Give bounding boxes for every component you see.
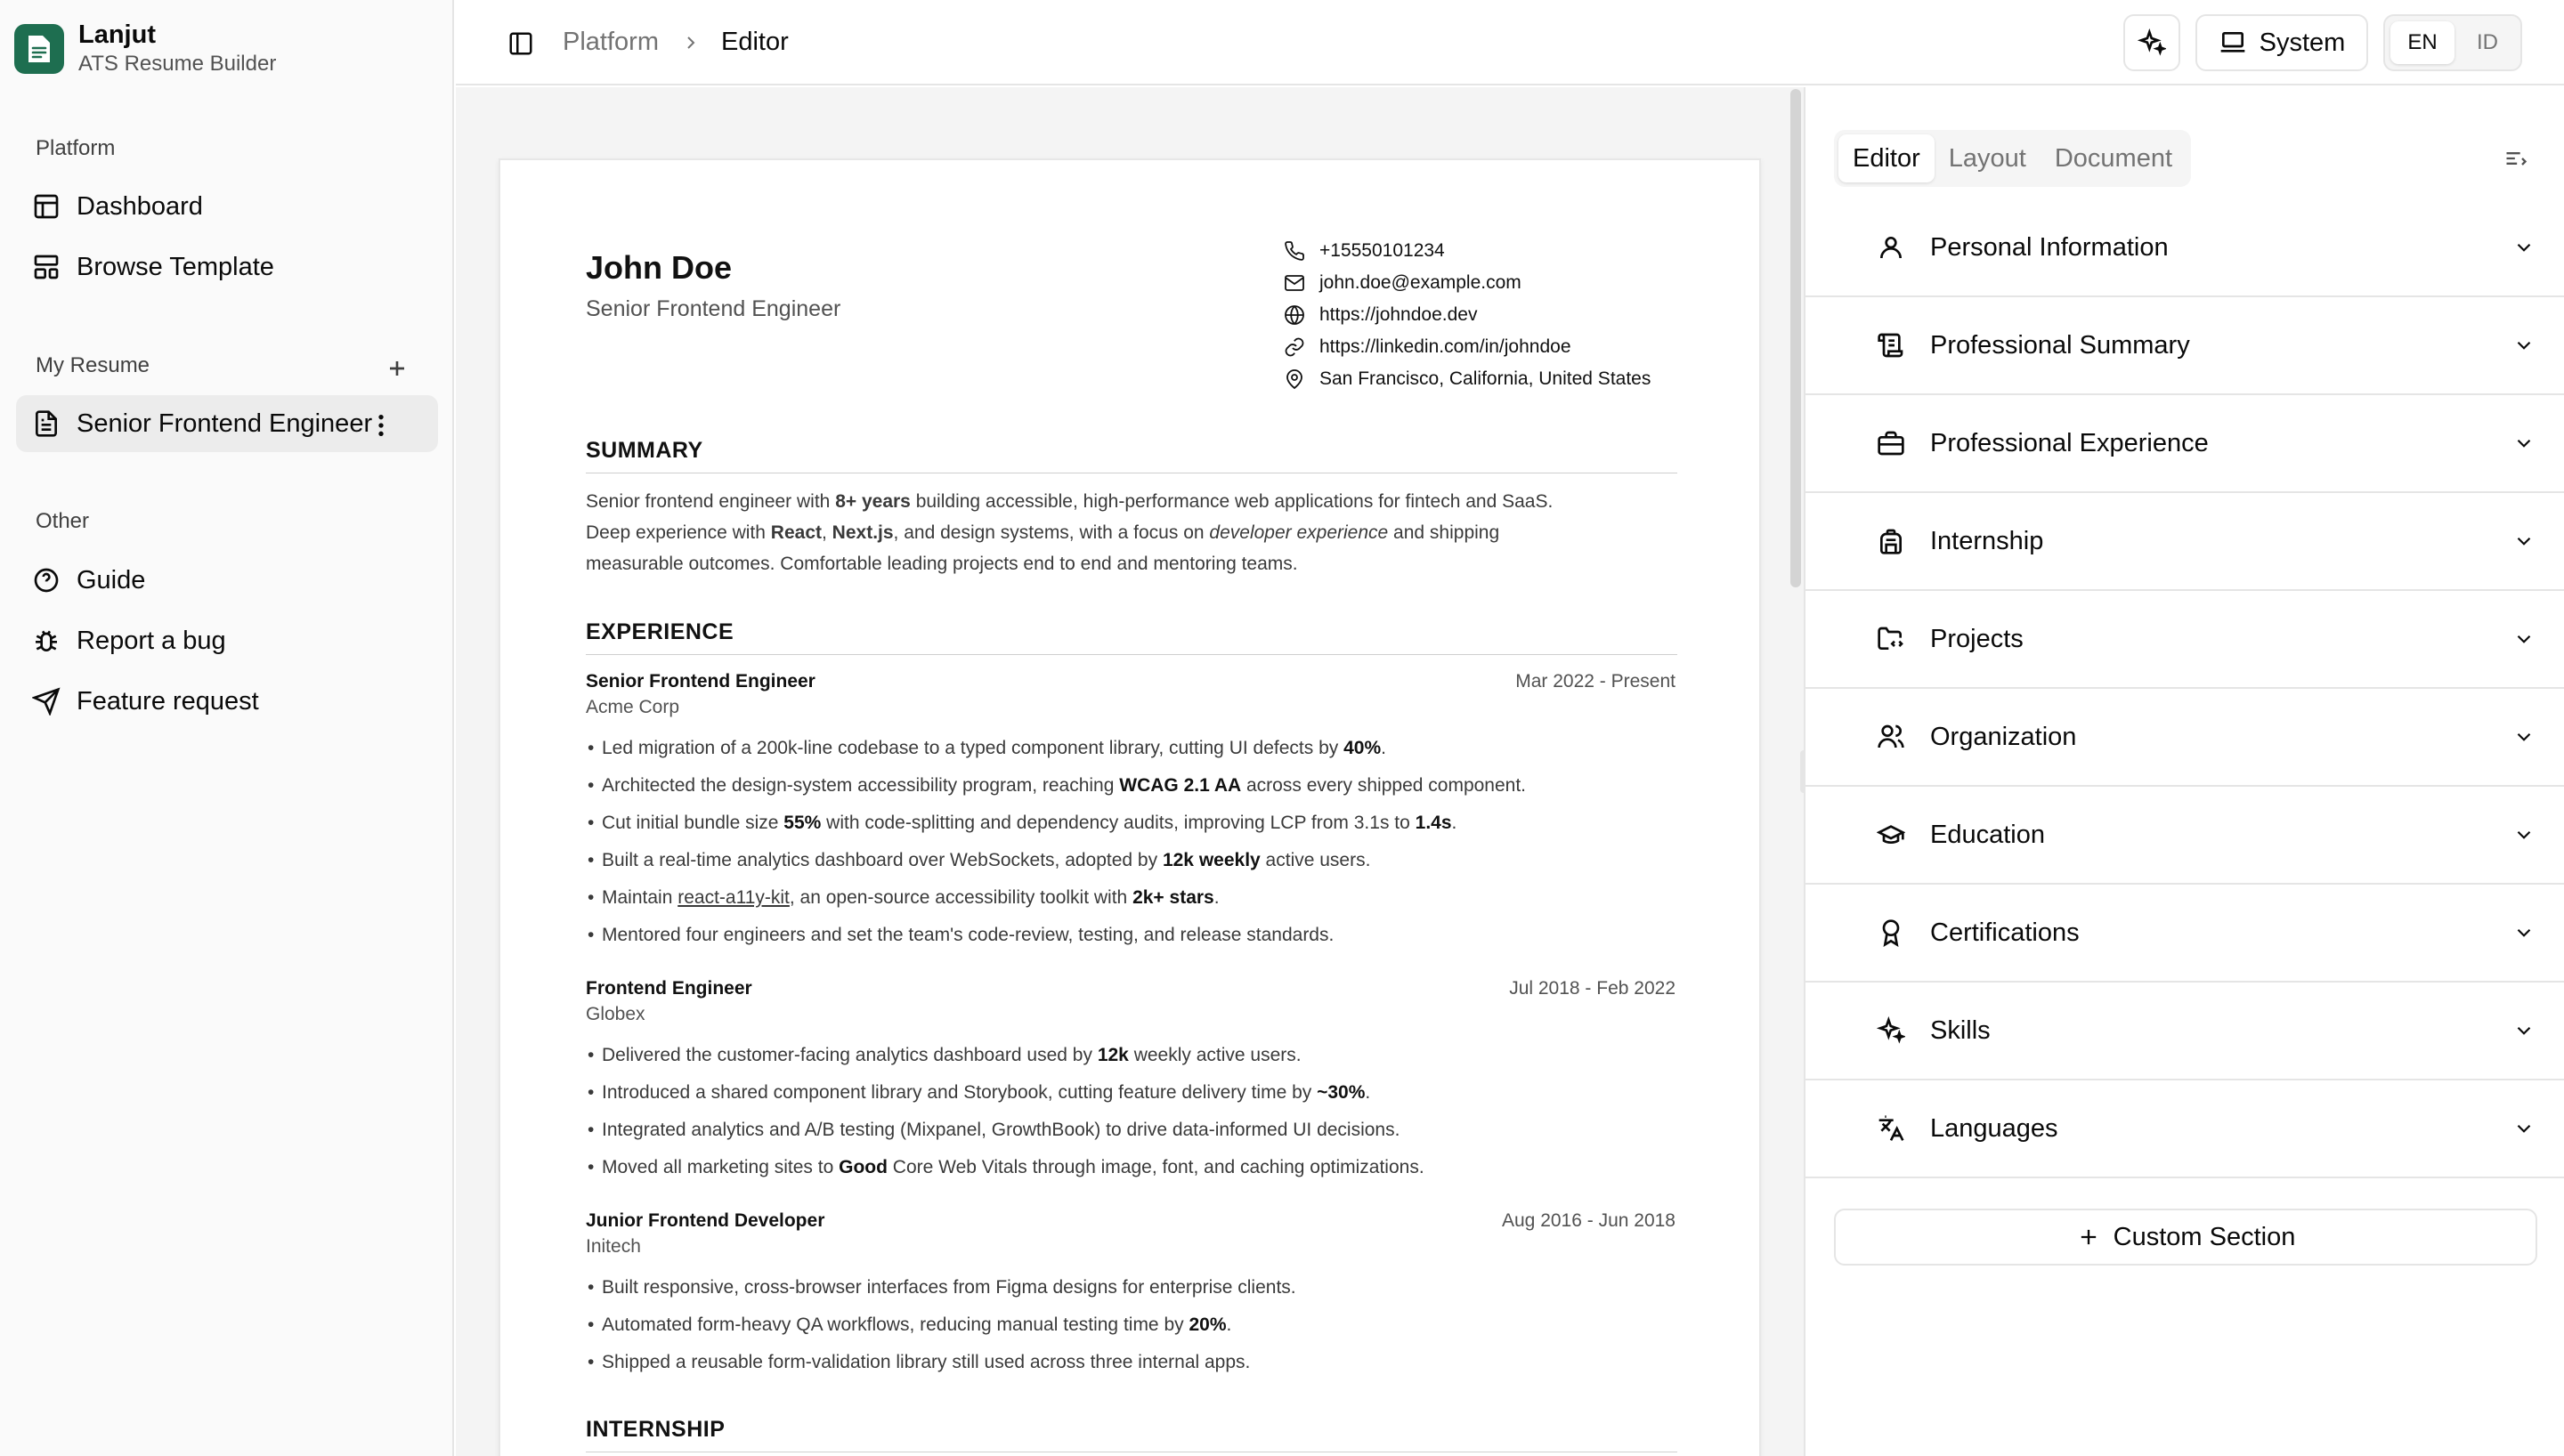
user-icon xyxy=(1877,233,1905,262)
section-personal-information[interactable]: Personal Information xyxy=(1805,199,2564,297)
graduation-cap-icon xyxy=(1877,821,1905,849)
list-filter-icon[interactable] xyxy=(2503,146,2528,171)
group-label-other: Other xyxy=(36,509,90,533)
list-item: • Built responsive, cross-browser interfaces from Figma designs for enterprise clients. xyxy=(602,1277,1296,1298)
tab-editor[interactable]: Editor xyxy=(1838,134,1935,182)
sidebar-item-label: Feature request xyxy=(77,686,259,716)
backpack-icon xyxy=(1877,527,1905,555)
job-title: Senior Frontend Engineer xyxy=(586,671,815,692)
sidebar-item-dashboard[interactable] xyxy=(16,178,438,235)
project-link[interactable]: react-a11y-kit xyxy=(678,887,790,908)
list-item: • Cut initial bundle size 55% with code-splitting and dependency audits, improving LCP from 3.1s to 1.4s. xyxy=(602,813,1456,834)
send-icon xyxy=(32,687,61,716)
section-organization[interactable]: Organization xyxy=(1805,689,2564,787)
sidebar-item-label: Report a bug xyxy=(77,626,226,655)
chevron-right-icon xyxy=(680,32,702,53)
list-item: • Architected the design-system accessibility program, reaching WCAG 2.1 AA across every shipped component. xyxy=(602,775,1526,797)
sidebar-item-report-bug[interactable] xyxy=(16,612,438,669)
sparkles-icon xyxy=(2138,28,2166,57)
section-heading-experience: EXPERIENCE xyxy=(586,619,1677,655)
resume-title: Senior Frontend Engineer xyxy=(586,296,841,321)
sidebar-item-label: Browse Template xyxy=(77,252,274,281)
job-title: Frontend Engineer xyxy=(586,978,752,999)
lang-id-button[interactable]: ID xyxy=(2477,30,2498,54)
chevron-down-icon xyxy=(2512,236,2536,259)
briefcase-icon xyxy=(1877,429,1905,457)
contact-linkedin: https://linkedin.com/in/johndoe xyxy=(1284,336,1571,358)
job-date: Mar 2022 - Present xyxy=(1515,671,1676,692)
app-subtitle: ATS Resume Builder xyxy=(78,52,277,76)
list-item: • Automated form-heavy QA workflows, reducing manual testing time by 20%. xyxy=(602,1314,1231,1336)
list-item: • Built a real-time analytics dashboard over WebSockets, adopted by 12k weekly active users. xyxy=(602,850,1370,871)
resume-preview-area xyxy=(456,87,1804,1456)
bug-icon xyxy=(32,627,61,655)
list-item: • Maintain react-a11y-kit, an open-source accessibility toolkit with 2k+ stars. xyxy=(602,887,1220,909)
preview-scrollbar[interactable] xyxy=(1790,89,1801,587)
custom-section-label: Custom Section xyxy=(2113,1222,2296,1251)
contact-phone: +15550101234 xyxy=(1284,240,1445,262)
theme-label: System xyxy=(2259,28,2346,57)
map-pin-icon xyxy=(1284,368,1305,390)
plus-icon xyxy=(2076,1225,2101,1250)
sidebar-item-label: Senior Frontend Engineer xyxy=(77,408,373,438)
sidebar-item-label: Dashboard xyxy=(77,191,203,221)
language-toggle xyxy=(2383,14,2564,71)
chevron-down-icon xyxy=(2512,334,2536,357)
job-title: Junior Frontend Developer xyxy=(586,1210,825,1231)
sparkles-icon xyxy=(1877,1016,1905,1045)
brand[interactable] xyxy=(14,20,276,78)
list-item: • Led migration of a 200k-line codebase to a typed component library, cutting UI defects by 40%. xyxy=(602,738,1386,759)
chevron-down-icon xyxy=(2512,823,2536,846)
languages-icon xyxy=(1877,1114,1905,1143)
chevron-down-icon xyxy=(2512,725,2536,748)
job-company: Acme Corp xyxy=(586,697,680,717)
app-name: Lanjut xyxy=(78,20,156,49)
chevron-down-icon xyxy=(2512,432,2536,455)
section-professional-experience[interactable]: Professional Experience xyxy=(1805,395,2564,493)
mail-icon xyxy=(1284,272,1305,294)
tab-document[interactable]: Document xyxy=(2054,143,2173,173)
chevron-down-icon xyxy=(2512,627,2536,651)
layout-dashboard-icon xyxy=(32,192,61,221)
job-date: Jul 2018 - Feb 2022 xyxy=(1509,978,1676,999)
job-company: Globex xyxy=(586,1004,645,1024)
section-projects[interactable]: Projects xyxy=(1805,591,2564,689)
sidebar-toggle-icon[interactable] xyxy=(507,30,534,57)
more-vertical-icon[interactable] xyxy=(367,411,395,440)
ai-assist-button[interactable] xyxy=(2123,14,2180,71)
breadcrumb-editor: Editor xyxy=(721,28,789,56)
top-bar xyxy=(456,0,2564,85)
help-circle-icon xyxy=(32,566,61,595)
resume-page xyxy=(499,158,1761,1456)
scroll-text-icon xyxy=(1877,331,1905,360)
chevron-down-icon xyxy=(2512,921,2536,944)
group-label-my-resume: My Resume xyxy=(36,353,150,377)
list-item: • Shipped a reusable form-validation library still used across three internal apps. xyxy=(602,1352,1250,1373)
section-languages[interactable]: Languages xyxy=(1805,1080,2564,1178)
contact-email: john.doe@example.com xyxy=(1284,272,1521,294)
theme-button[interactable] xyxy=(2195,14,2368,71)
add-custom-section-button[interactable] xyxy=(1834,1209,2537,1266)
users-icon xyxy=(1877,723,1905,751)
tab-layout[interactable]: Layout xyxy=(1948,143,2026,173)
job-company: Initech xyxy=(586,1236,641,1257)
list-item: • Integrated analytics and A/B testing (Mixpanel, GrowthBook) to drive data-informed UI decisions. xyxy=(602,1120,1400,1141)
section-education[interactable]: Education xyxy=(1805,787,2564,885)
summary-text: Senior frontend engineer with 8+ years building accessible, high-performance web applications for fintech and SaaS. Deep experience with React, Next.js, and design systems, with a focus on developer experience and shipping measurable outcomes. Comfortable leading projects end to end and mentoring teams. xyxy=(586,491,1554,574)
sidebar xyxy=(0,0,454,1456)
add-resume-button[interactable] xyxy=(383,354,411,383)
list-item: • Delivered the customer-facing analytics dashboard used by 12k weekly active users. xyxy=(602,1045,1302,1066)
lang-en-button[interactable]: EN xyxy=(2390,21,2454,64)
globe-icon xyxy=(1284,304,1305,326)
section-heading-internship: INTERNSHIP xyxy=(586,1417,1677,1452)
breadcrumb-platform[interactable]: Platform xyxy=(563,28,659,56)
link-icon xyxy=(1284,336,1305,358)
section-heading-summary: SUMMARY xyxy=(586,438,1677,473)
job-date: Aug 2016 - Jun 2018 xyxy=(1502,1210,1676,1231)
editor-panel xyxy=(1804,87,2564,1456)
section-certifications[interactable]: Certifications xyxy=(1805,885,2564,983)
sidebar-item-guide[interactable] xyxy=(16,552,438,609)
section-professional-summary[interactable]: Professional Summary xyxy=(1805,297,2564,395)
phone-icon xyxy=(1284,240,1305,262)
layout-template-icon xyxy=(32,253,61,281)
sidebar-item-label: Guide xyxy=(77,565,146,595)
chevron-down-icon xyxy=(2512,530,2536,553)
chevron-down-icon xyxy=(2512,1117,2536,1140)
list-item: • Introduced a shared component library and Storybook, cutting feature delivery time by ~30%. xyxy=(602,1082,1370,1104)
group-label-platform: Platform xyxy=(36,136,116,160)
panel-tabs xyxy=(1834,130,2191,187)
list-item: • Mentored four engineers and set the team's code-review, testing, and release standards. xyxy=(602,925,1334,946)
file-text-icon xyxy=(32,409,61,438)
list-item: • Moved all marketing sites to Good Core Web Vitals through image, font, and caching optimizations. xyxy=(602,1157,1424,1178)
section-internship[interactable]: Internship xyxy=(1805,493,2564,591)
award-icon xyxy=(1877,918,1905,947)
contact-location: San Francisco, California, United States xyxy=(1284,368,1651,390)
sidebar-item-resume[interactable] xyxy=(16,395,438,452)
app-logo-icon xyxy=(14,24,64,74)
folder-code-icon xyxy=(1877,625,1905,653)
section-skills[interactable]: Skills xyxy=(1805,983,2564,1080)
laptop-icon xyxy=(2219,28,2247,57)
sidebar-item-feature-request[interactable] xyxy=(16,673,438,730)
contact-website: https://johndoe.dev xyxy=(1284,304,1477,326)
chevron-down-icon xyxy=(2512,1019,2536,1042)
sidebar-item-browse-template[interactable] xyxy=(16,239,438,295)
resume-name: John Doe xyxy=(586,249,733,286)
